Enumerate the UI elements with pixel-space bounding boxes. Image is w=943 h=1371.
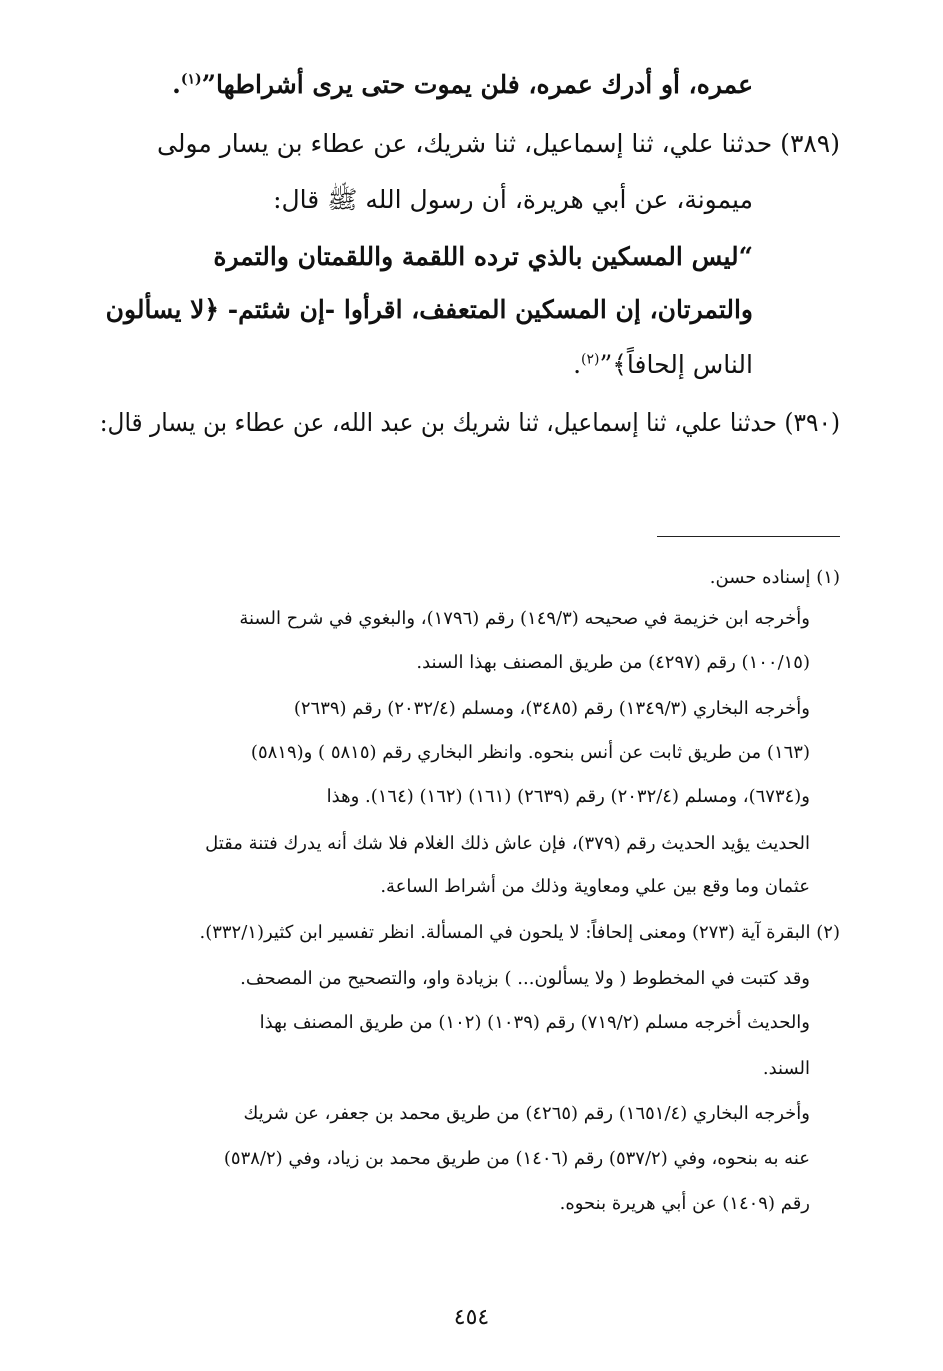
footnote-1-line-8: عثمان وما وقع بين علي ومعاوية وذلك من أشراط الساعة. [380, 876, 810, 897]
hadith-389-line-3: “ليس المسكين بالذي ترده اللقمة واللقمتان والتمرة [213, 242, 753, 271]
closing-quote-2: ” [599, 350, 613, 379]
full-stop-2: . [573, 350, 582, 379]
footnote-1-line-3: (١٠٠/١٥) رقم (٤٢٩٧) من طريق المصنف بهذا السند. [416, 652, 810, 673]
page-number: ٤٥٤ [453, 1305, 490, 1330]
footnote-2-line-4: السند. [762, 1058, 810, 1079]
footnote-1-line-7: الحديث يؤيد الحديث رقم (٣٧٩)، فإن عاش ذلك الغلام فلا شك أنه يدرك فتنة مقتل [205, 833, 810, 854]
hadith-389-line-1: (٣٨٩) حدثنا علي، ثنا إسماعيل، ثنا شريك، عن عطاء بن يسار مولى [157, 129, 840, 158]
footnote-1-line-5: (١٦٣) من طريق ثابت عن أنس بنحوه. وانظر البخاري رقم (٥٨١٥ ) و(٥٨١٩) [250, 742, 810, 763]
closing-quote: ” [201, 70, 216, 99]
footnote-ref-2[interactable]: (٢) [581, 351, 600, 368]
full-stop: . [172, 70, 181, 99]
footnote-1-line-2: وأخرجه ابن خزيمة في صحيحه (١٤٩/٣) رقم (١٧٩٦)، والبغوي في شرح السنة [239, 608, 810, 629]
main-line-1 [172, 70, 753, 100]
footnote-separator [657, 536, 840, 537]
footnote-2-line-2: وقد كتبت في المخطوط ( ولا يسألون... ) بزيادة واو، والتصحيح من المصحف. [240, 968, 810, 989]
hadith-389-line-5 [573, 350, 753, 380]
hadith-389-line-2: ميمونة، عن أبي هريرة، أن رسول الله ﷺ قال: [273, 185, 753, 214]
footnote-2-line-1: (٢) البقرة آية (٢٧٣) ومعنى إلحافاً: لا يلحون في المسألة. انظر تفسير ابن كثير(٣٣٢/١). [199, 922, 840, 943]
hadith-390-line-1: (٣٩٠) حدثنا علي، ثنا إسماعيل، ثنا شريك بن عبد الله، عن عطاء بن يسار قال: [99, 408, 840, 437]
footnote-1-line-1: (١) إسناده حسن. [709, 567, 840, 588]
footnote-2-line-5: وأخرجه البخاري (١٦٥١/٤) رقم (٤٢٦٥) من طريق محمد بن جعفر، عن شريك [243, 1103, 810, 1124]
footnote-2-line-6: عنه به بنحوه، وفي (٥٣٧/٢) رقم (١٤٠٦) من طريق محمد بن زياد، وفي (٥٣٨/٢) [223, 1148, 810, 1169]
main-line-1-text: عمره، أو أدرك عمره، فلن يموت حتى يرى أشراطها [215, 70, 753, 99]
footnote-ref-1[interactable]: (١) [180, 71, 202, 88]
hadith-389-line-4: والتمرتان، إن المسكين المتعفف، اقرأوا -إن شئتم- ﴿لا يسألون [105, 295, 753, 324]
footnote-1-line-4: وأخرجه البخاري (١٣٤٩/٣) رقم (٣٤٨٥)، ومسلم (٢٠٣٢/٤) رقم (٢٦٣٩) [293, 698, 810, 719]
footnote-2-line-3: والحديث أخرجه مسلم (٧١٩/٢) رقم (١٠٣٩) (١٠٢) من طريق المصنف بهذا [259, 1012, 810, 1033]
hadith-389-line-5-text: الناس إلحافاً﴾ [612, 350, 753, 379]
footnote-1-line-6: و(٦٧٣٤)، ومسلم (٢٠٣٢/٤) رقم (٢٦٣٩) (١٦١) (١٦٢) (١٦٤). وهذا [326, 786, 810, 807]
footnote-2-line-7: رقم (١٤٠٩) عن أبي هريرة بنحوه. [559, 1193, 810, 1214]
